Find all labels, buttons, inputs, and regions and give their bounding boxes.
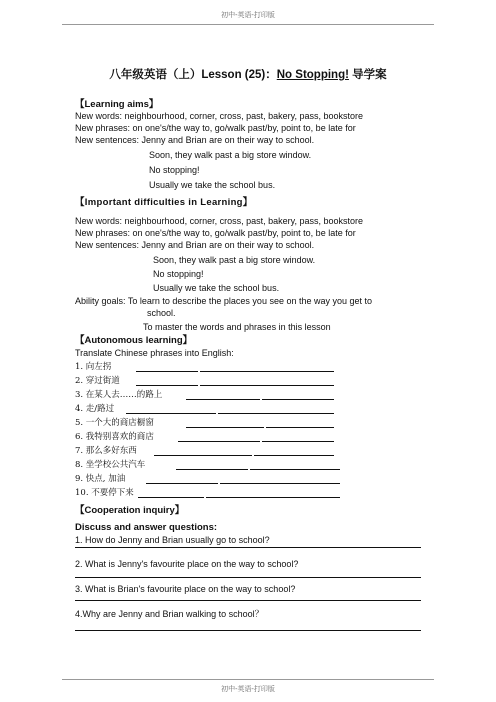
difficulties-sentence: Usually we take the school bus. (153, 283, 280, 293)
difficulties-heading: 【Important difficulties in Learning】 (75, 197, 253, 208)
translate-instruction: Translate Chinese phrases into English: (75, 348, 234, 358)
answer-blank[interactable] (138, 489, 204, 498)
difficulties-phrases: New phrases: on one's/the way to, go/walk past/by, point to, be late for (75, 228, 356, 238)
answer-blank[interactable] (262, 391, 334, 400)
aims-sentence: No stopping! (149, 165, 200, 175)
question-3: 3. What is Brian's favourite place on the way to school? (75, 584, 296, 594)
page-title (0, 66, 496, 82)
aims-words: New words: neighbourhood, corner, cross, past, bakery, pass, bookstore (75, 111, 363, 121)
answer-blank[interactable] (136, 363, 198, 372)
answer-blank[interactable] (186, 391, 260, 400)
aims-phrases: New phrases: on one's/the way to, go/walk past/by, point to, be late for (75, 123, 356, 133)
answer-blank[interactable] (250, 461, 340, 470)
question-2: 2. What is Jenny's favourite place on the way to school? (75, 559, 299, 569)
answer-line[interactable] (75, 577, 421, 578)
translate-item: 5. 一个大的商店橱窗 (75, 418, 154, 428)
answer-blank[interactable] (178, 433, 260, 442)
page-footer: 初中-英语-打印版 (221, 685, 275, 693)
answer-blank[interactable] (266, 419, 334, 428)
answer-line[interactable] (75, 630, 421, 631)
header-divider (62, 24, 434, 25)
answer-line[interactable] (75, 547, 421, 548)
answer-blank[interactable] (262, 433, 334, 442)
answer-blank[interactable] (176, 461, 248, 470)
answer-blank[interactable] (254, 447, 334, 456)
answer-blank[interactable] (186, 419, 264, 428)
answer-blank[interactable] (200, 377, 334, 386)
aims-sentence: New sentences: Jenny and Brian are on their way to school. (75, 135, 315, 145)
autonomous-heading: 【Autonomous learning】 (75, 335, 193, 346)
footer-divider (62, 679, 434, 680)
answer-blank[interactable] (146, 475, 218, 484)
title-suffix: 导学案 (348, 69, 387, 81)
answer-blank[interactable] (200, 363, 334, 372)
aims-heading: 【Learning aims】 (75, 99, 159, 110)
ability-goals-cont: school. (147, 308, 176, 318)
translate-item: 4. 走/路过 (75, 404, 115, 414)
title-lesson: No Stopping! (276, 69, 349, 81)
answer-blank[interactable] (220, 475, 340, 484)
discuss-heading: Discuss and answer questions: (75, 522, 218, 533)
translate-item: 2. 穿过街道 (75, 376, 120, 386)
answer-blank[interactable] (136, 377, 198, 386)
ability-goals: Ability goals: To learn to describe the places you see on the way you get to (75, 296, 373, 306)
aims-sentence: Soon, they walk past a big store window. (149, 150, 312, 160)
answer-blank[interactable] (126, 405, 216, 414)
aims-sentence: Usually we take the school bus. (149, 180, 276, 190)
translate-item: 7. 那么多好东西 (75, 446, 137, 456)
difficulties-words: New words: neighbourhood, corner, cross, past, bakery, pass, bookstore (75, 216, 363, 226)
difficulties-sentence: New sentences: Jenny and Brian are on their way to school. (75, 240, 315, 250)
question-1: 1. How do Jenny and Brian usually go to school? (75, 535, 270, 545)
translate-item: 6. 我特别喜欢的商店 (75, 432, 154, 442)
page-header: 初中-英语-打印版 (221, 11, 275, 19)
question-4: 4.Why are Jenny and Brian walking to school？ (75, 609, 264, 619)
answer-blank[interactable] (218, 405, 334, 414)
answer-blank[interactable] (154, 447, 252, 456)
translate-item: 8. 坐学校公共汽车 (75, 460, 146, 470)
difficulties-sentence: No stopping! (153, 269, 204, 279)
ability-goals-2: To master the words and phrases in this lesson (143, 322, 331, 332)
answer-line[interactable] (75, 600, 421, 601)
translate-item: 10. 不要停下来 (75, 488, 134, 498)
translate-item: 9. 快点, 加油 (75, 474, 126, 484)
translate-item: 3. 在某人去……的路上 (75, 390, 163, 400)
difficulties-sentence: Soon, they walk past a big store window. (153, 255, 316, 265)
title-prefix: 八年级英语（上）Lesson (25)： (109, 69, 277, 81)
translate-item: 1. 向左拐 (75, 362, 112, 372)
answer-blank[interactable] (206, 489, 340, 498)
cooperation-heading: 【Cooperation inquiry】 (75, 505, 185, 516)
